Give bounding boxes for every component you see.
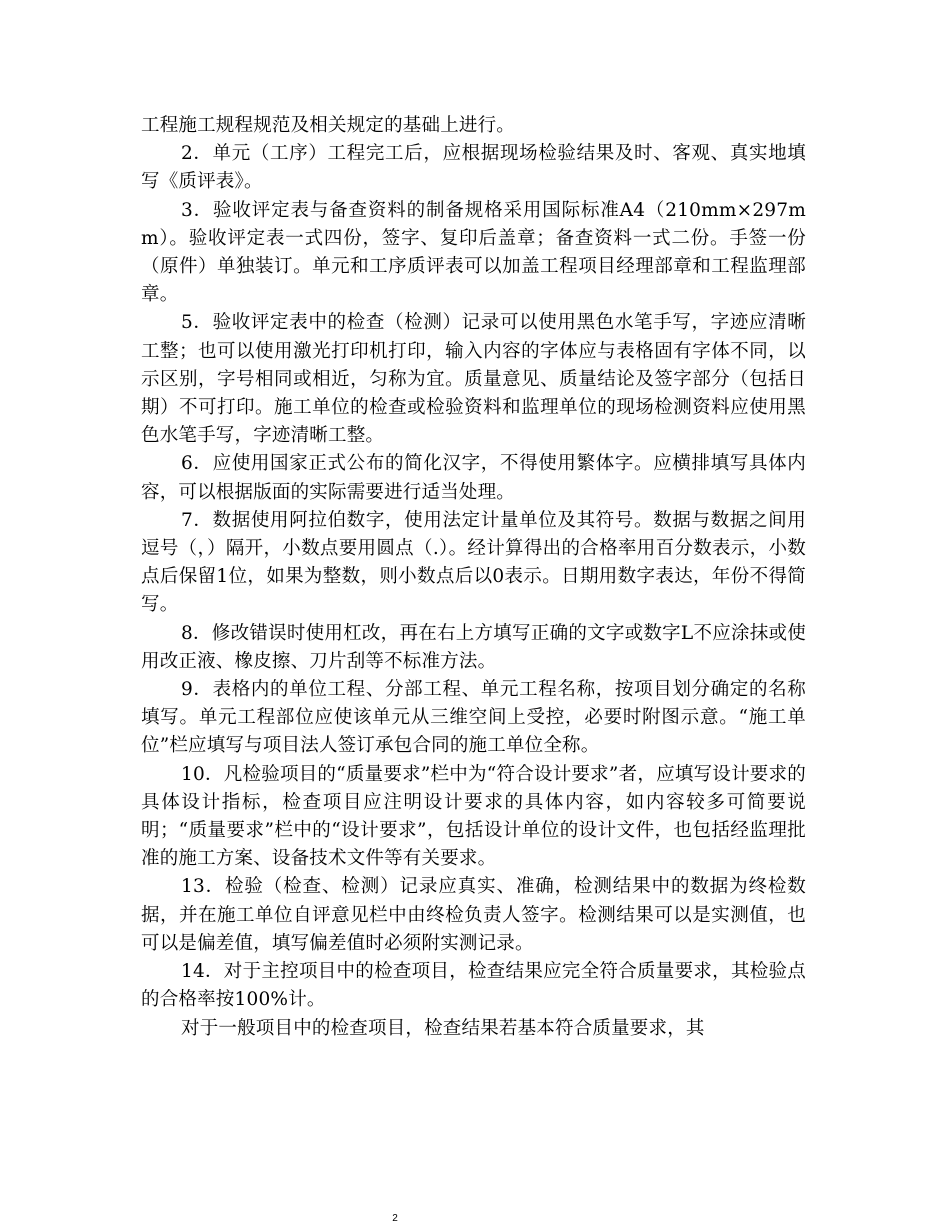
paragraph-continuation: 工程施工规程规范及相关规定的基础上进行。: [141, 115, 516, 136]
paragraph-item-13: 13．检验（检查、检测）记录应真实、准确，检测结果中的数据为终检数据，并在施工单位自评意见栏中由终检负责人签字。检测结果可以是实测值，也可以是偏差值，填写偏差值时必须附实测记录。: [141, 876, 806, 954]
paragraph-item-6: 6．应使用国家正式公布的简化汉字，不得使用繁体字。应横排填写具体内容，可以根据版面的实际需要进行适当处理。: [141, 453, 806, 503]
paragraph-item-7: 7．数据使用阿拉伯数字，使用法定计量单位及其符号。数据与数据之间用逗号（，）隔开，小数点要用圆点（.）。经计算得出的合格率用百分数表示，小数点后保留1位，如果为整数，则小数点后以0表示。日期用数字表达，年份不得简写。: [141, 509, 806, 616]
document-body: [141, 112, 806, 1043]
paragraph-item-10: 10．凡检验项目的“质量要求”栏中为“符合设计要求”者，应填写设计要求的具体设计指标，检查项目应注明设计要求的具体内容，如内容较多可简要说明；“质量要求”栏中的“设计要求”，包括设计单位的设计文件，也包括经监理批准的施工方案、设备技术文件等有关要求。: [141, 763, 806, 870]
paragraph-item-3: 3．验收评定表与备查资料的制备规格采用国际标准A4（210mm×297mm）。验收评定表一式四份，签字、复印后盖章；备查资料一式二份。手签一份（原件）单独装订。单元和工序质评表可以加盖工程项目经理部章和工程监理部章。: [141, 199, 806, 306]
paragraph-item-14: 14．对于主控项目中的检查项目，检查结果应完全符合质量要求，其检验点的合格率按100%计。: [141, 961, 806, 1011]
page-number: 2: [392, 1213, 398, 1224]
paragraph-item-9: 9．表格内的单位工程、分部工程、单元工程名称，按项目划分确定的名称填写。单元工程部位应使该单元从三维空间上受控，必要时附图示意。“施工单位”栏应填写与项目法人签订承包合同的施工单位全称。: [141, 679, 806, 757]
paragraph-item-2: 2．单元（工序）工程完工后，应根据现场检验结果及时、客观、真实地填写《质评表》。: [141, 143, 806, 193]
paragraph-general-items: 对于一般项目中的检查项目，检查结果若基本符合质量要求，其: [181, 1017, 705, 1039]
paragraph-item-8: 8．修改错误时使用杠改，再在右上方填写正确的文字或数字L不应涂抹或使用改正液、橡皮擦、刀片刮等不标准方法。: [141, 622, 806, 672]
paragraph-item-5: 5．验收评定表中的检查（检测）记录可以使用黑色水笔手写，字迹应清晰工整；也可以使用激光打印机打印，输入内容的字体应与表格固有字体不同，以示区别，字号相同或相近，匀称为宜。质量意见、质量结论及签字部分（包括日期）不可打印。施工单位的检查或检验资料和监理单位的现场检测资料应使用黑色水笔手写，字迹清晰工整。: [141, 312, 806, 447]
